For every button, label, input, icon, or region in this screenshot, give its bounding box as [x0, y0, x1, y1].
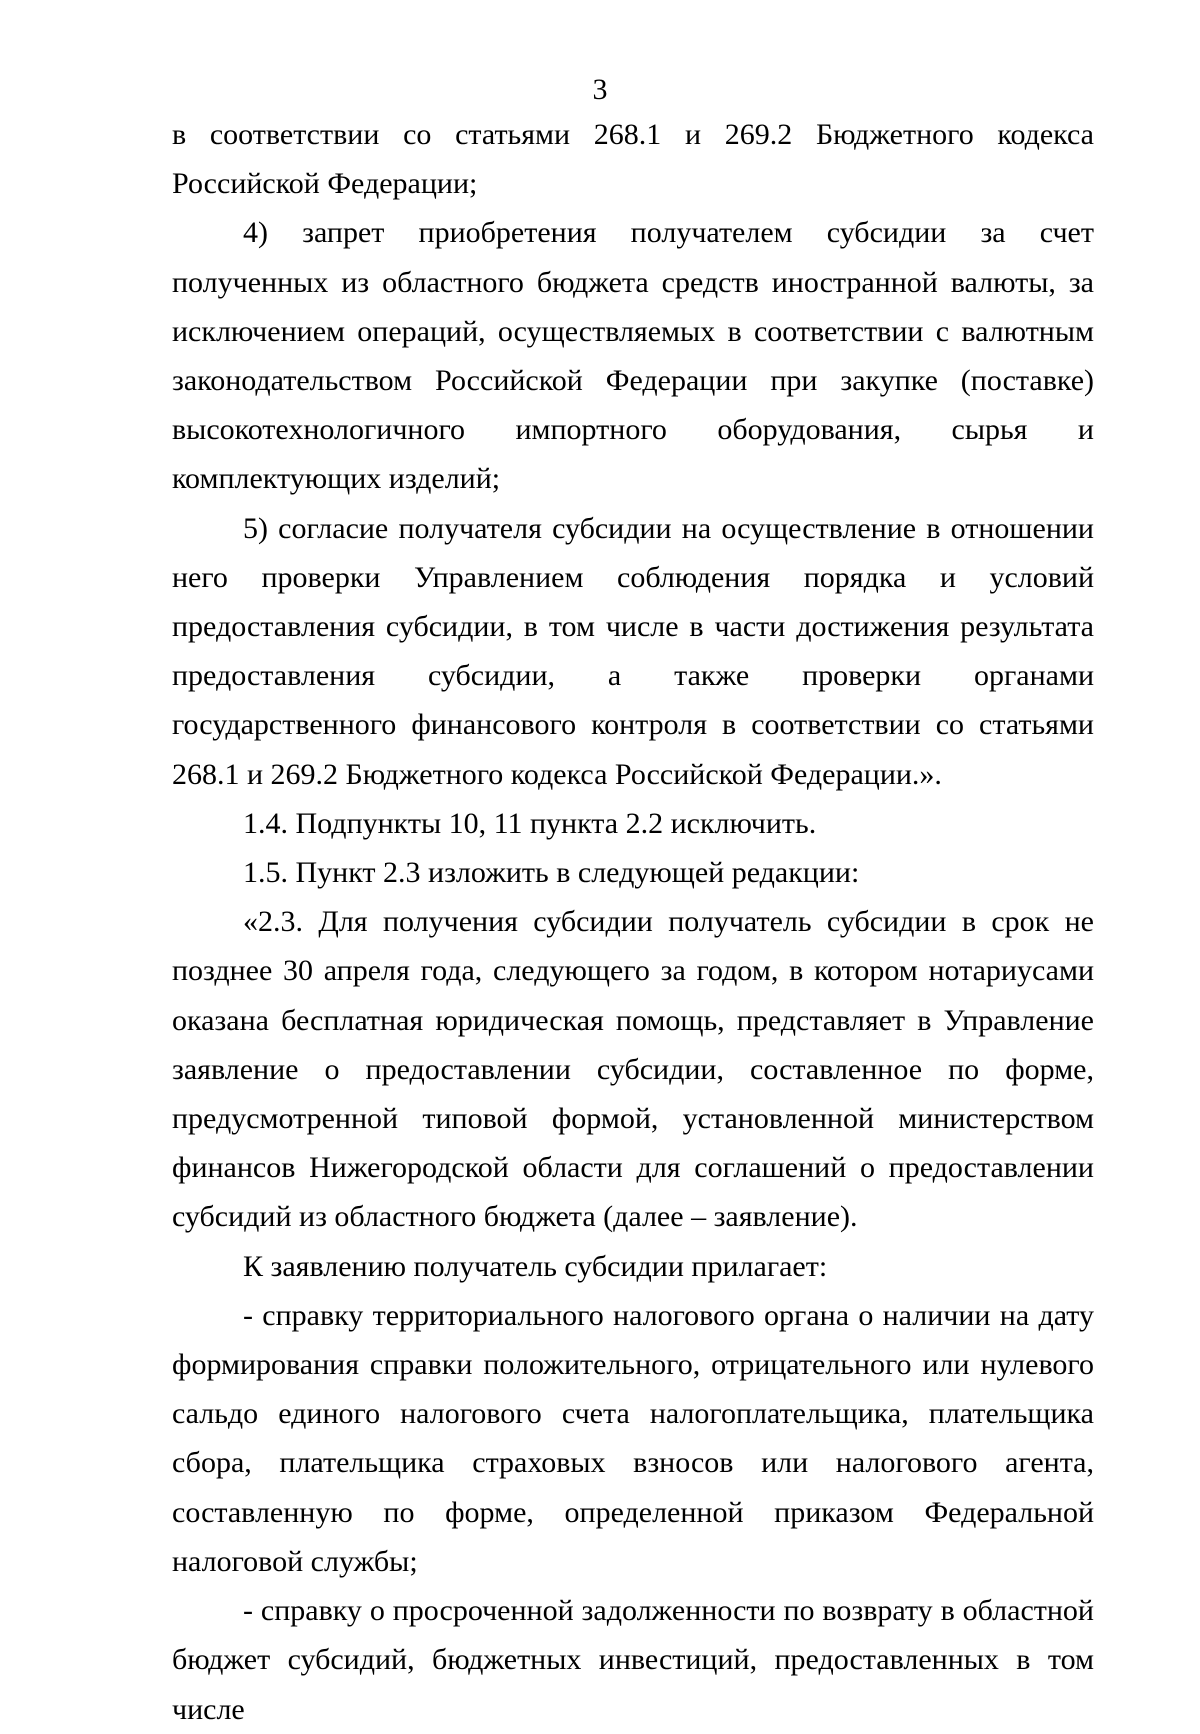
paragraph-2-3: «2.3. Для получения субсидии получатель субсидии в срок не позднее 30 апреля года, следующего за годом, в котором нотариусами оказана бесплатная юридическая помощь, представляет в Управление заявление о предоставлении субсидии, составленное по форме, предусмотренной типовой формой, установленной министерством финансов Нижегородской области для соглашений о предоставлении субсидий из областного бюджета (далее – заявление). — [172, 905, 1094, 1234]
paragraph-item-5: 5) согласие получателя субсидии на осуществление в отношении него проверки Управлением соблюдения порядка и условий предоставления субсидии, в том числе в части достижения результата предоставления субсидии, а также проверки органами государственного финансового контроля в соответствии со статьями 268.1 и 269.2 Бюджетного кодекса Российской Федерации.». — [172, 511, 1094, 791]
paragraph-item-4: 4) запрет приобретения получателем субсидии за счет полученных из областного бюджета средств иностранной валюты, за исключением операций, осуществляемых в соответствии с валютным законодательством Российской Федерации при закупке (поставке) высокотехнологичного импортного оборудования, сырья и комплектующих изделий; — [172, 216, 1094, 496]
paragraph-continuation: в соответствии со статьями 268.1 и 269.2 Бюджетного кодекса Российской Федерации; — [172, 118, 1094, 201]
paragraph-debt-certificate: - справку о просроченной задолженности по возврату в областной бюджет субсидий, бюджетных инвестиций, предоставленных в том числе — [172, 1594, 1094, 1726]
paragraph-1-5: 1.5. Пункт 2.3 изложить в следующей редакции: — [243, 856, 860, 890]
paragraph-attachments-intro: К заявлению получатель субсидии прилагает: — [243, 1249, 828, 1283]
page-number: 3 — [592, 73, 608, 106]
document-body — [172, 110, 1094, 1734]
paragraph-tax-certificate: - справку территориального налогового органа о наличии на дату формирования справки положительного, отрицательного или нулевого сальдо единого налогового счета налогоплательщика, плательщика сбора, плательщика страховых взносов или налогового агента, составленную по форме, определенной приказом Федеральной налоговой службы; — [172, 1298, 1094, 1578]
paragraph-1-4: 1.4. Подпункты 10, 11 пункта 2.2 исключить. — [243, 806, 817, 840]
